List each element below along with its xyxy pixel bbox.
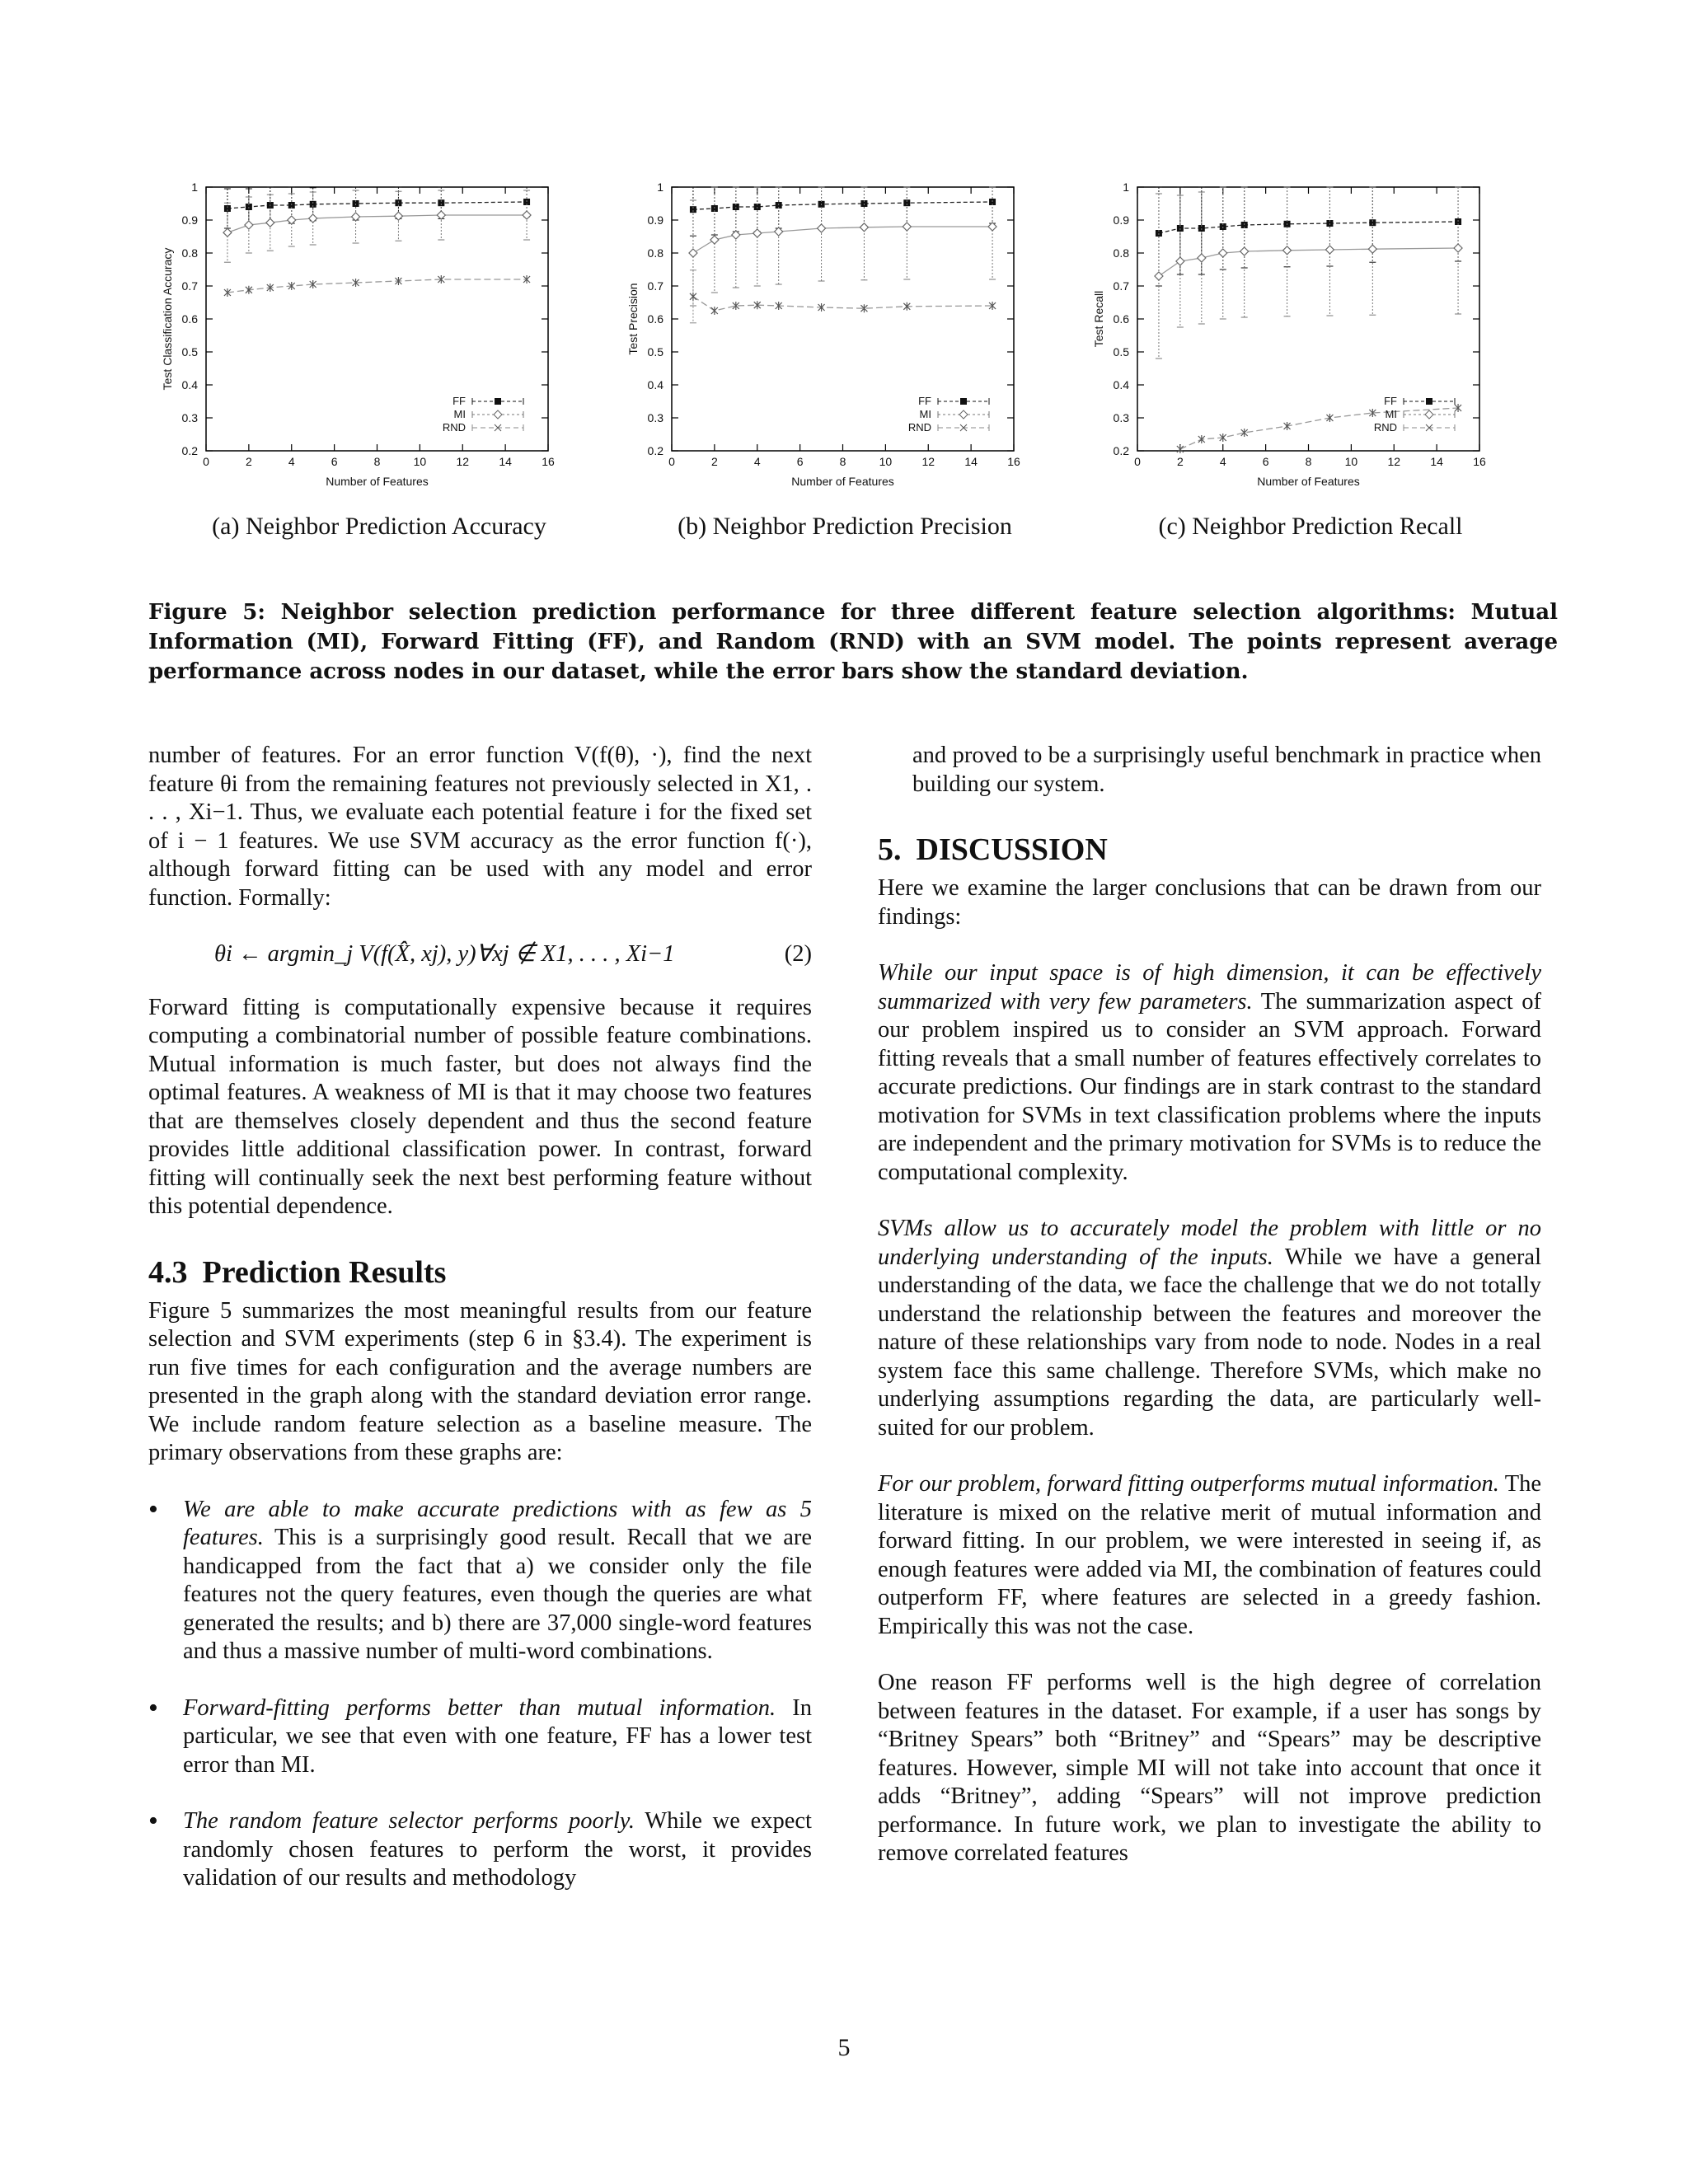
data-point	[860, 223, 868, 232]
x-tick-label: 8	[839, 455, 846, 468]
section-number: 4.3	[148, 1254, 188, 1290]
x-tick-label: 16	[542, 455, 555, 468]
series-line	[1159, 248, 1458, 276]
series-mi	[223, 190, 531, 262]
x-tick-label: 6	[1262, 455, 1269, 468]
y-axis-label: Test Precision	[626, 283, 640, 355]
x-tick-label: 16	[1473, 455, 1486, 468]
series-line	[1180, 408, 1458, 449]
x-tick-label: 16	[1007, 455, 1020, 468]
paragraph	[878, 1215, 1541, 1442]
y-tick-label: 0.6	[647, 312, 663, 326]
y-tick-label: 0.5	[1113, 345, 1129, 359]
paragraph: and proved to be a surprisingly useful benchmark in practice when building our system.	[912, 743, 1541, 797]
item-lead: Forward-fitting performs better than mutual information.	[183, 1694, 776, 1721]
data-point	[690, 293, 696, 301]
x-tick-label: 8	[373, 455, 381, 468]
equation-2	[148, 940, 812, 969]
y-tick-label: 0.9	[647, 213, 663, 227]
y-tick-label: 0.9	[1113, 213, 1129, 227]
data-point	[266, 218, 274, 227]
data-point	[753, 229, 762, 237]
section-title: DISCUSSION	[916, 832, 1108, 867]
legend-label: FF	[1384, 395, 1397, 407]
x-tick-label: 14	[499, 455, 512, 468]
point-lead: While our input space is of high dimension, it can be effectively summarized with very few parameters.	[878, 960, 1541, 1015]
figure-5	[148, 175, 1558, 562]
x-tick-label: 14	[964, 455, 978, 468]
y-axis-label: Test Recall	[1092, 290, 1105, 348]
subfigure-recall	[1080, 175, 1541, 562]
list-item	[148, 1807, 812, 1893]
y-tick-label: 0.2	[1113, 444, 1129, 457]
data-point	[818, 224, 826, 232]
legend	[908, 395, 989, 434]
data-point	[1219, 249, 1227, 257]
x-tick-label: 14	[1430, 455, 1443, 468]
paragraph: number of features. For an error function V(f(θ), ·), find the next feature θi from the remaining features not previously selected in X1, . . . , Xi−1. Thus, we evaluate each potential feature i for the fixed set of i − 1 features. We use SVM accuracy as the error function f(·), although forward fitting can be used with any model and error function. Formally:	[148, 743, 812, 911]
right-column	[878, 742, 1541, 1896]
x-tick-label: 12	[921, 455, 935, 468]
data-point	[1325, 246, 1334, 254]
x-tick-label: 2	[710, 455, 718, 468]
recall-chart	[1080, 175, 1541, 504]
legend-marker	[960, 398, 967, 405]
point-text: While we have a general understanding of the data, we face the challenge that we do not totally understand the relationship between the features and moreover the nature of these relationships vary from node to node. Nodes in a real system face this same challenge. Therefore SVMs, which make no underlying assumptions regarding the data, are particularly well-suited for our problem.	[878, 1244, 1541, 1441]
x-tick-label: 10	[879, 455, 893, 468]
accuracy-chart	[148, 175, 610, 504]
x-tick-label: 6	[796, 455, 804, 468]
legend-label: FF	[918, 395, 931, 407]
x-tick-label: 6	[331, 455, 338, 468]
x-tick-label: 10	[1344, 455, 1358, 468]
equation-number: (2)	[784, 941, 812, 967]
precision-chart	[614, 175, 1076, 504]
x-tick-label: 8	[1305, 455, 1312, 468]
y-tick-label: 0.2	[647, 444, 663, 457]
legend	[1374, 395, 1455, 434]
y-tick-label: 0.3	[647, 411, 663, 424]
y-tick-label: 1	[1123, 180, 1129, 194]
data-point	[309, 214, 317, 223]
subcaption-a: (a) Neighbor Prediction Accuracy	[212, 513, 546, 540]
series-line	[693, 227, 992, 253]
legend-label: RND	[907, 421, 931, 434]
y-tick-label: 0.6	[181, 312, 198, 326]
item-text: In particular, we see that even with one feature, FF has a lower test error than MI.	[183, 1694, 812, 1778]
x-tick-label: 10	[413, 455, 427, 468]
list-item	[148, 1694, 812, 1780]
data-point	[1155, 272, 1163, 280]
y-tick-label: 0.6	[1113, 312, 1129, 326]
y-tick-label: 0.7	[181, 279, 198, 293]
data-point	[1177, 445, 1184, 453]
legend-label: MI	[1385, 408, 1397, 420]
legend-marker	[495, 398, 501, 405]
x-tick-label: 0	[1134, 455, 1141, 468]
data-point	[245, 221, 253, 229]
legend-label: RND	[442, 421, 466, 434]
section-number: 5.	[878, 832, 902, 867]
paragraph: One reason FF performs well is the high degree of correlation between features in the dataset. For example, if a user has songs by “Britney Spears” both “Britney” and “Spears” may be descriptive features. However, simple MI will not take into account that once it adds “Britney”, adding “Spears” will not improve prediction performance. In future work, we plan to investigate the ability to remove correlated features	[878, 1670, 1541, 1866]
legend-marker	[1426, 398, 1432, 405]
x-tick-label: 0	[668, 455, 675, 468]
paragraph: Figure 5 summarizes the most meaningful results from our feature selection and SVM experiments (step 6 in §3.4). The experiment is run five times for each configuration and the average numbers are presented in the graph along with the standard deviation error range. We include random feature selection as a baseline measure. The primary observations from these graphs are:	[148, 1297, 812, 1465]
y-tick-label: 0.7	[1113, 279, 1129, 293]
point-lead: For our problem, forward fitting outperforms mutual information.	[878, 1471, 1499, 1497]
x-axis-label: Number of Features	[1257, 475, 1360, 488]
y-tick-label: 0.4	[181, 378, 198, 391]
legend-label: MI	[919, 408, 931, 420]
left-column	[148, 742, 812, 1921]
subfigure-precision	[614, 175, 1076, 562]
legend-marker	[494, 410, 502, 419]
item-text: While we expect randomly chosen features to perform the worst, it provides validation of our results and methodology	[183, 1808, 812, 1891]
x-tick-label: 12	[456, 455, 470, 468]
point-text: The literature is mixed on the relative merit of mutual information and forward fitting. In our problem, we were interested in seeing if, as enough features were added via MI, the combination of features could outperform FF, where features are selected in a greedy fashion. Empirically this was not the case.	[878, 1471, 1542, 1639]
y-tick-label: 0.5	[181, 345, 198, 359]
x-tick-label: 2	[245, 455, 252, 468]
point-text: The summarization aspect of our problem inspired us to consider an SVM approach. Forward fitting reveals that a small number of features effectively correlates to accurate predictions. Our findings are in stark contrast to the standard motivation for SVMs in text classification problems where the inputs are independent and the primary motivation for SVMs is to reduce the computational complexity.	[878, 988, 1541, 1185]
subcaption-c: (c) Neighbor Prediction Recall	[1158, 513, 1463, 540]
y-tick-label: 0.7	[647, 279, 663, 293]
y-tick-label: 1	[657, 180, 663, 194]
legend-marker	[1425, 410, 1433, 419]
data-point	[1198, 254, 1206, 262]
section-title: Prediction Results	[202, 1254, 447, 1290]
x-axis-label: Number of Features	[791, 475, 894, 488]
data-point	[689, 249, 697, 257]
series-rnd	[1177, 404, 1461, 453]
data-point	[1283, 246, 1292, 255]
y-tick-label: 0.2	[181, 444, 198, 457]
section-heading-5	[878, 832, 1541, 868]
legend-label: RND	[1373, 421, 1397, 434]
paragraph	[878, 1470, 1541, 1641]
paragraph: Forward fitting is computationally expensive because it requires computing a combinatorial number of possible feature combinations. Mutual information is much faster, but does not always find the optimal features. A weakness of MI is that it may choose two features that are themselves closely dependent and thus the second feature provides little additional classification power. In contrast, forward fitting will continually seek the next best performing feature without this potential dependence.	[148, 994, 812, 1219]
legend	[443, 395, 523, 434]
item-text: This is a surprisingly good result. Recall that we are handicapped from the fact that a) we consider only the file features not the query features, even though the queries are what generated the results; and b) there are 37,000 single-word features and thus a massive number of multi-word combinations.	[183, 1525, 812, 1664]
data-point	[1454, 244, 1462, 252]
page-number: 5	[837, 2034, 851, 2061]
series-mi	[1155, 187, 1462, 359]
subfigure-accuracy	[148, 175, 610, 562]
paragraph	[878, 959, 1541, 1187]
data-point	[1368, 245, 1376, 253]
point-lead: SVMs allow us to accurately model the problem with little or no underlying understanding of the inputs.	[878, 1216, 1541, 1270]
y-tick-label: 0.9	[181, 213, 198, 227]
data-point	[903, 223, 911, 231]
item-lead: The random feature selector performs poorly.	[183, 1808, 635, 1834]
y-tick-label: 0.4	[647, 378, 663, 391]
observation-list	[148, 1496, 812, 1893]
item-lead: We are able to make accurate predictions with as few as 5 features.	[183, 1496, 812, 1550]
data-point	[223, 228, 232, 237]
x-axis-label: Number of Features	[326, 475, 429, 488]
equation-expression: θi ← argmin_j V(f(X̂, xj), y)∀xj ∉ X1, . . . , Xi−1	[214, 941, 675, 967]
data-point	[437, 211, 445, 219]
y-tick-label: 0.3	[1113, 411, 1129, 424]
data-point	[523, 211, 531, 219]
subcaption-b: (b) Neighbor Prediction Precision	[678, 513, 1012, 540]
legend-label: FF	[452, 395, 466, 407]
x-tick-label: 12	[1387, 455, 1401, 468]
data-point	[710, 236, 719, 244]
data-point	[1176, 257, 1184, 265]
data-point	[1240, 247, 1249, 255]
y-tick-label: 1	[191, 180, 198, 194]
figure-caption: Figure 5: Neighbor selection prediction performance for three different feature selection algorithms: Mutual Information (MI), Forward Fitting (FF), and Random (RND) with an SVM model. The points represent average performance across nodes in our dataset, while the error bars show the standard deviation.	[148, 600, 1558, 684]
y-tick-label: 0.5	[647, 345, 663, 359]
list-item	[148, 1496, 812, 1666]
series-rnd	[224, 275, 530, 297]
data-point	[711, 307, 718, 315]
y-tick-label: 0.8	[181, 246, 198, 260]
y-tick-label: 0.8	[647, 246, 663, 260]
x-tick-label: 4	[1219, 455, 1226, 468]
y-tick-label: 0.4	[1113, 378, 1129, 391]
y-axis-label: Test Classification Accuracy	[161, 247, 174, 391]
legend-marker	[959, 410, 968, 419]
y-tick-label: 0.3	[181, 411, 198, 424]
x-tick-label: 4	[753, 455, 761, 468]
x-tick-label: 2	[1176, 455, 1184, 468]
series-rnd	[690, 270, 996, 323]
section-heading-4-3	[148, 1254, 812, 1291]
legend-label: MI	[453, 408, 466, 420]
paragraph: Here we examine the larger conclusions that can be drawn from our findings:	[878, 875, 1541, 930]
x-tick-label: 0	[203, 455, 209, 468]
x-tick-label: 4	[288, 455, 295, 468]
y-tick-label: 0.8	[1113, 246, 1129, 260]
